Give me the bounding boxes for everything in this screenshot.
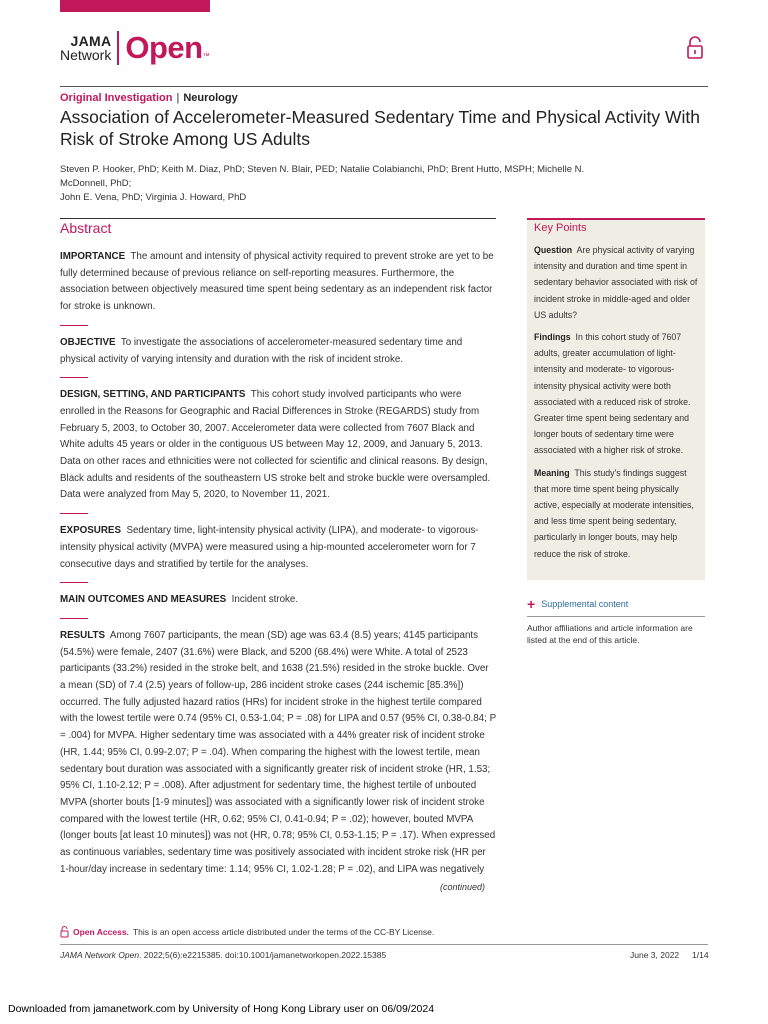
section-text: This cohort study involved participants who were enrolled in the Reasons for Geographic and Racial Differences in Stroke (REGARDS) study from February 5, 2003, to October 30, 2007. Accelerometer data were collected from 7607 Black and White adults 45 years or older in the contiguous US between May 12, 2009, and January 5, 2013. Data on other races and ethnicities were not collected for scientific and clinical reasons. By design, Black adults and residents of the southeastern US stroke belt and stroke buckle were oversampled. Data were analyzed from May 5, 2020, to November 11, 2021. bbox=[60, 389, 491, 501]
section-divider bbox=[60, 513, 88, 514]
logo-wordmark-left bbox=[60, 34, 111, 62]
key-point-meaning bbox=[534, 465, 700, 562]
section-text: To investigate the associations of accelerometer-measured sedentary time and physical activity of varying intensity and duration with the risk of incident stroke. bbox=[60, 336, 463, 365]
abstract-objective bbox=[60, 335, 496, 368]
open-access-notice bbox=[60, 926, 434, 938]
section-label: OBJECTIVE bbox=[60, 336, 116, 348]
publication-date: June 3, 2022 bbox=[630, 950, 680, 960]
section-divider bbox=[60, 618, 88, 619]
abstract-design bbox=[60, 387, 496, 504]
open-access-label[interactable]: Open Access. bbox=[73, 927, 129, 937]
supplemental-label: Supplemental content bbox=[541, 599, 629, 609]
section-text: Incident stroke. bbox=[231, 594, 299, 606]
supplemental-rule bbox=[527, 616, 705, 617]
logo-divider bbox=[117, 31, 119, 65]
section-label: EXPOSURES bbox=[60, 525, 121, 537]
article-category bbox=[60, 92, 238, 104]
section-divider bbox=[60, 377, 88, 378]
jama-network-open-logo[interactable] bbox=[60, 28, 210, 68]
brand-top-bar bbox=[60, 0, 210, 12]
abstract-importance bbox=[60, 249, 496, 316]
abstract-rule bbox=[60, 218, 496, 219]
supplemental-content-link[interactable] bbox=[527, 596, 629, 612]
key-point-text: Are physical activity of varying intensity and duration and time spent in sedentary behavior associated with risk of incident stroke in middle-aged and older US adults? bbox=[534, 245, 698, 320]
key-points-body bbox=[534, 242, 700, 568]
key-point-label: Meaning bbox=[534, 467, 570, 478]
key-point-label: Question bbox=[534, 245, 573, 255]
key-point-label: Findings bbox=[534, 332, 571, 343]
open-lock-icon bbox=[686, 36, 704, 60]
abstract-results bbox=[60, 628, 496, 879]
download-notice: Downloaded from jamanetwork.com by University of Hong Kong Library user on 06/09/2024 bbox=[8, 1003, 435, 1015]
section-text: Among 7607 participants, the mean (SD) age was 63.4 (8.5) years; 4145 participants (54.5%) were female, 2407 (31.6%) were Black, and 5200 (68.4%) were White. A total of 2523 participants (33.2%) resided in the stroke belt, and 1638 (21.5%) resided in the stroke buckle. Over a mean (SD) of 7.4 (2.5) years of follow-up, 286 incident stroke cases (244 ischemic [85.3%]) occurred. The fully adjusted hazard ratios (HRs) for incident stroke in the highest tertile compared with the lowest tertile were 0.74 (95% CI, 0.53-1.04; P = .08) for LIPA and 0.57 (95% CI, 0.38-0.84; P = .004) for MVPA. Higher sedentary time was associated with a 44% greater risk of incident stroke (HR, 1.44; 95% CI, 0.99-2.07; P = .04). When comparing the highest with the lowest tertile, mean sedentary bout duration was associated with a significantly greater risk of incident stroke (HR, 1.53; 95% CI, 1.10-2.12; P = .008). After adjustment for sedentary time, the highest tertile of unbouted MVPA (shorter bouts [1-9 minutes]) was associated with a significantly lower risk of incident stroke compared with the lowest tertile (HR, 0.62; 95% CI, 0.41-0.94; P = .02); however, bouted MVPA (longer bouts [at least 10 minutes]) was not (HR, 0.78; 95% CI, 0.53-1.15; P = .17). When expressed as continuous variables, sedentary time was positively associated with incident stroke risk (HR per 1-hour/day increase in sedentary time: 1.14; 95% CI, 1.02-1.28; P = .02), and LIPA was negatively bbox=[60, 629, 496, 875]
footer-rule bbox=[60, 944, 708, 945]
plus-icon: + bbox=[527, 596, 536, 612]
article-section[interactable]: Neurology bbox=[183, 92, 238, 104]
logo-trademark: ™ bbox=[202, 53, 210, 60]
key-points-box bbox=[527, 218, 705, 580]
logo-network: Network bbox=[60, 47, 112, 63]
section-divider bbox=[60, 582, 88, 583]
author-line: Steven P. Hooker, PhD; Keith M. Diaz, PhD; Steven N. Blair, PED; Natalie Colabianchi, PhD; Brent Hutto, MSPH; Michelle N. McDonnell, PhD; bbox=[60, 164, 585, 189]
open-lock-icon bbox=[60, 926, 69, 938]
abstract-heading: Abstract bbox=[60, 220, 112, 236]
page-number: 1/14 bbox=[692, 950, 709, 960]
section-text: Sedentary time, light-intensity physical activity (LIPA), and moderate- to vigorous-intensity physical activity (MVPA) were measured using a hip-mounted accelerometer worn for 7 consecutive days and stratified by tertile for the analyses. bbox=[60, 525, 479, 570]
author-list bbox=[60, 163, 620, 205]
article-title: Association of Accelerometer-Measured Sedentary Time and Physical Activity With Risk of Stroke Among US Adults bbox=[60, 107, 700, 149]
abstract-body bbox=[60, 249, 496, 879]
citation-text: . 2022;5(6):e2215385. doi:10.1001/jamanetworkopen.2022.15385 bbox=[139, 950, 387, 960]
abstract-exposures bbox=[60, 523, 496, 573]
continued-note: (continued) bbox=[440, 882, 486, 892]
key-point-question bbox=[534, 242, 700, 323]
key-points-rule bbox=[527, 218, 705, 220]
open-access-text: This is an open access article distributed under the terms of the CC-BY License. bbox=[132, 927, 435, 937]
section-label: MAIN OUTCOMES AND MEASURES bbox=[60, 594, 227, 606]
key-point-findings bbox=[534, 329, 700, 459]
key-point-text: In this cohort study of 7607 adults, greater accumulation of light-intensity and moderate- to vigorous-intensity physical activity were both associated with a reduced risk of stroke. Greater time spent being sedentary and longer bouts of sedentary time were associated with a higher risk of stroke. bbox=[534, 332, 691, 456]
section-label: IMPORTANCE bbox=[60, 251, 126, 262]
affiliations-note: Author affiliations and article information are listed at the end of this article. bbox=[527, 623, 693, 645]
section-label: RESULTS bbox=[60, 629, 105, 641]
section-label: DESIGN, SETTING, AND PARTICIPANTS bbox=[60, 389, 246, 401]
section-divider bbox=[60, 325, 88, 326]
logo-open: Open bbox=[125, 30, 203, 65]
section-text: The amount and intensity of physical activity required to prevent stroke are yet to be fully determined because of previous reliance on self-reporting measures. Furthermore, the association between objectively measured time spent being sedentary as an independent risk factor for stroke is unknown. bbox=[60, 251, 494, 313]
key-points-heading: Key Points bbox=[534, 222, 587, 234]
article-type-link[interactable]: Original Investigation bbox=[60, 92, 173, 104]
category-separator: | bbox=[176, 92, 180, 104]
key-point-text: This study's findings suggest that more time spent being physically active, especially at moderate intensities, and less time spent being sedentary, particularly in longer bouts, may help reduce the risk of stroke. bbox=[534, 467, 694, 559]
logo-jama: JAMA bbox=[70, 33, 112, 49]
author-line: John E. Vena, PhD; Virginia J. Howard, PhD bbox=[60, 192, 247, 203]
journal-name: JAMA Network Open bbox=[60, 950, 140, 960]
header-rule bbox=[60, 86, 708, 87]
footer-citation bbox=[60, 950, 386, 960]
abstract-outcomes bbox=[60, 592, 496, 609]
